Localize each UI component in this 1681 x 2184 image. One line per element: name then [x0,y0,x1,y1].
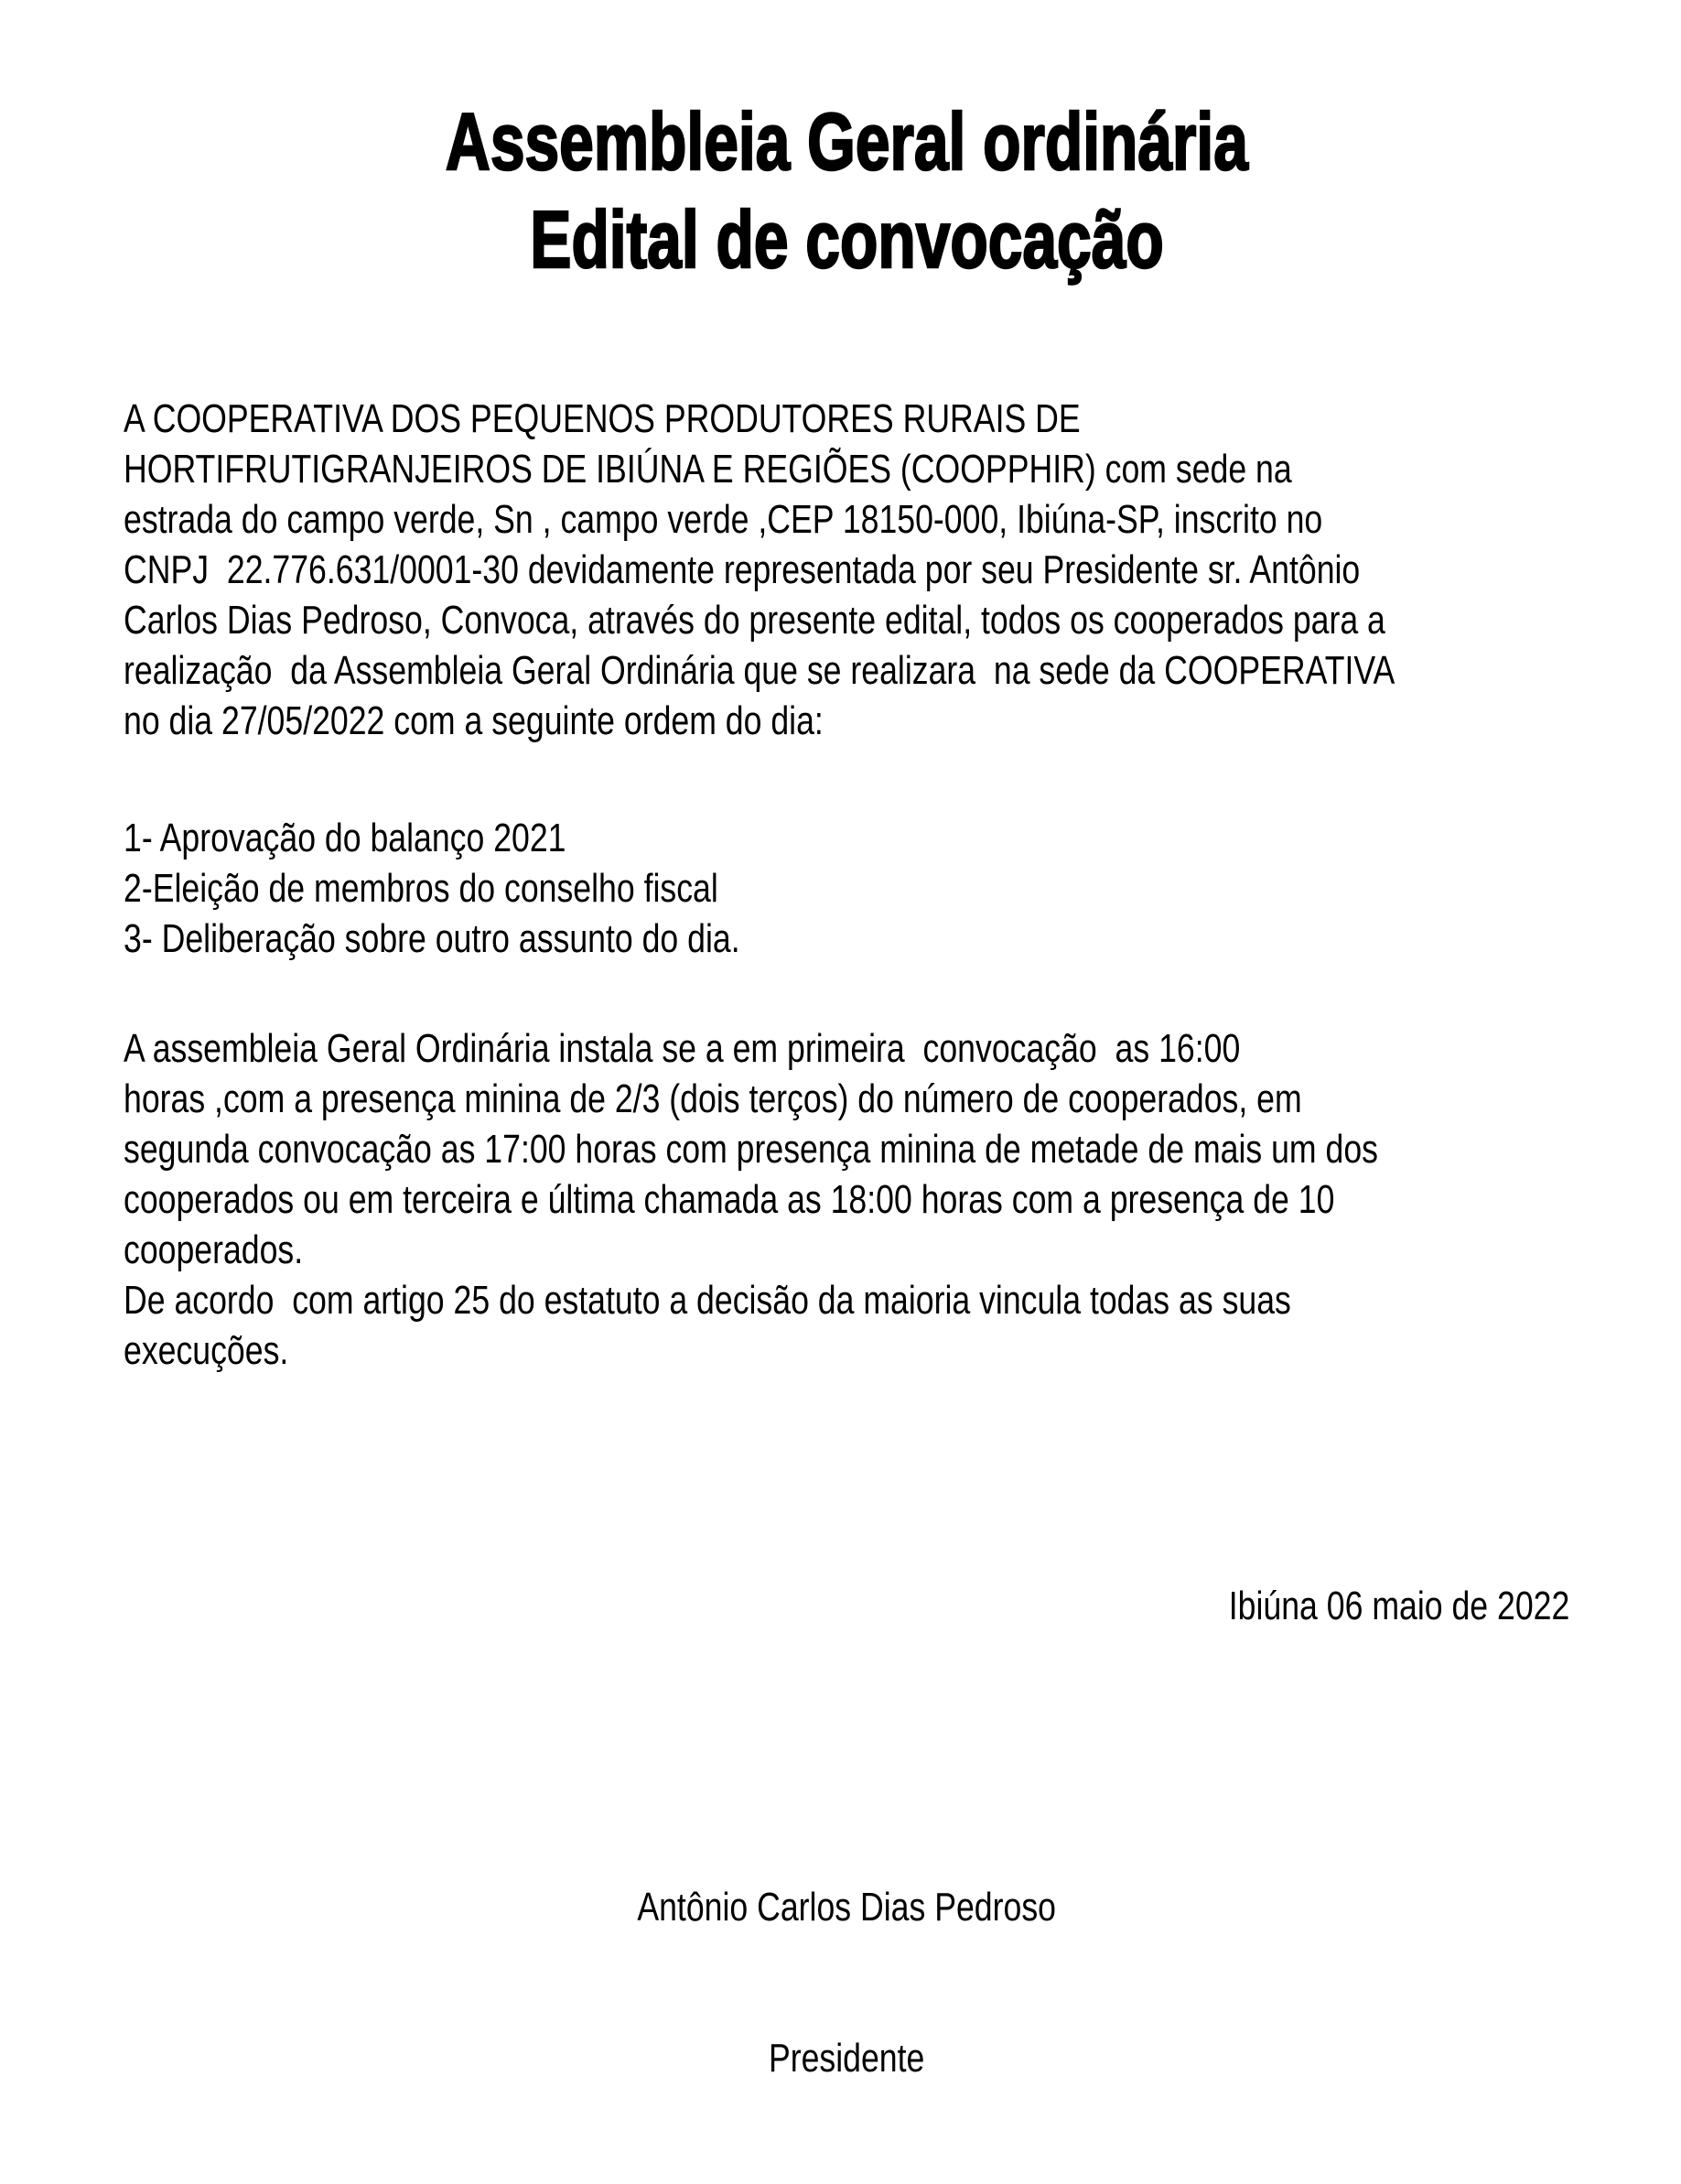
text-line: HORTIFRUTIGRANJEIROS DE IBIÚNA E REGIÕES (COOPPHIR) com sede na [124,447,1292,492]
agenda-item-1: 1- Aprovação do balanço 2021 [124,816,566,860]
text-line: cooperados ou em terceira e última chamada as 18:00 horas com a presença de 10 [124,1177,1335,1222]
text-column [124,0,1569,2184]
document-title [124,92,1569,288]
text-line: De acordo com artigo 25 do estatuto a decisão da maioria vincula todas as suas [124,1278,1291,1323]
text-line: estrada do campo verde, Sn , campo verde ,CEP 18150-000, Ibiúna-SP, inscrito no [124,497,1323,542]
text-line: Carlos Dias Pedroso, Convoca, através do presente edital, todos os cooperados para a [124,598,1385,643]
agenda-list [124,813,1569,964]
title-text: Edital de convocação [529,194,1164,285]
text-line: A assembleia Geral Ordinária instala se a em primeira convocação as 16:00 [124,1026,1241,1071]
paragraph-details [124,1023,1569,1376]
paragraph-intro [124,394,1569,746]
text-line: CNPJ 22.776.631/0001-30 devidamente representada por seu Presidente sr. Antônio [124,547,1361,592]
text-line: A COOPERATIVA DOS PEQUENOS PRODUTORES RURAIS DE [124,396,1081,441]
date-line: Ibiúna 06 maio de 2022 [1228,1584,1570,1628]
signature-block [124,1781,1569,2184]
title-text: Assembleia Geral ordinária [445,96,1248,187]
agenda-item-3: 3- Deliberação sobre outro assunto do dia. [124,916,740,961]
document-title-line2 [124,190,1569,288]
text-line: no dia 27/05/2022 com a seguinte ordem do dia: [124,698,824,743]
text-line: horas ,com a presença minina de 2/3 (dois terços) do número de cooperados, em [124,1076,1302,1121]
signature-name: Antônio Carlos Dias Pedroso [637,1885,1056,1930]
text-line: execuções. [124,1328,289,1373]
agenda-item-2: 2-Eleição de membros do conselho fiscal [124,866,718,911]
signature-role: Presidente [768,2036,925,2081]
document-title-line1 [124,92,1569,190]
text-line: segunda convocação as 17:00 horas com presença minina de metade de mais um dos [124,1127,1378,1172]
text-line: cooperados. [124,1227,304,1272]
text-line: realização da Assembleia Geral Ordinária que se realizara na sede da COOPERATIVA [124,648,1395,693]
